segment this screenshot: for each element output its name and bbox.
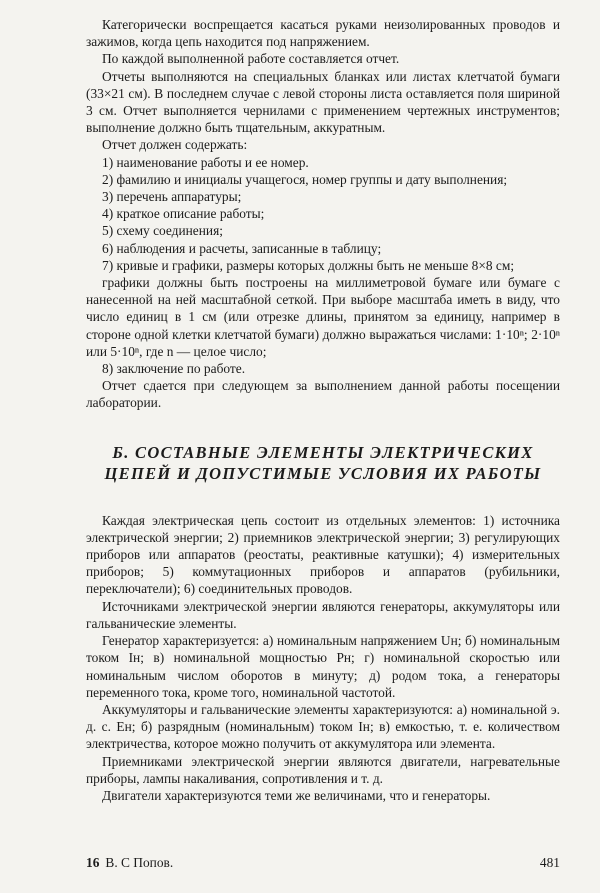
- list-item: 8) заключение по работе.: [102, 361, 246, 377]
- section-title: Б. СОСТАВНЫЕ ЭЛЕМЕНТЫ ЭЛЕКТРИЧЕСКИХ ЦЕПЕЙ И ДОПУСТИМЫЕ УСЛОВИЯ ИХ РАБОТЫ: [104, 442, 542, 483]
- list-item: 1) наименование работы и ее номер.: [102, 154, 309, 170]
- list-item: 7) кривые и графики, размеры которых должны быть не меньше 8×8 см;: [102, 257, 515, 273]
- list-item: 4) краткое описание работы;: [102, 206, 265, 222]
- signature-mark: [86, 855, 173, 871]
- signature-author: В. С Попов.: [105, 855, 174, 870]
- body-paragraph: Аккумуляторы и гальванические элементы характеризуются: а) номинальной э. д. с. Eн; б) разрядным (номинальным) током Iн; в) емкостью, т. е. количеством электричества, которое можно получить от аккумулятора или элемента.: [86, 701, 560, 752]
- body-paragraph: Источниками электрической энергии являются генераторы, аккумуляторы или гальванические элементы.: [86, 598, 560, 631]
- report-contents-heading: Отчет должен содержать:: [102, 137, 248, 153]
- closing-paragraph: Отчет сдается при следующем за выполнением данной работы посещении лаборатории.: [86, 378, 560, 411]
- signature-number: 16: [86, 855, 100, 870]
- list-item: 6) наблюдения и расчеты, записанные в таблицу;: [102, 240, 382, 256]
- body-paragraph: Двигатели характеризуются теми же величинами, что и генераторы.: [102, 787, 491, 803]
- list-item: 2) фамилию и инициалы учащегося, номер группы и дату выполнения;: [102, 171, 508, 187]
- list-item: 3) перечень аппаратуры;: [102, 189, 242, 205]
- safety-paragraph: Категорически воспрещается касаться руками неизолированных проводов и зажимов, когда цепь находится под напряжением.: [86, 17, 560, 50]
- report-format-paragraph: Отчеты выполняются на специальных бланках или листах клетчатой бумаги (33×21 см). В последнем случае с левой стороны листа оставляется поля шириной 3 см. Отчет выполняется чернилами с применением чертежных инструментов; выполнение должно быть тщательным, аккуратным.: [86, 68, 560, 136]
- report-intro-paragraph: По каждой выполненной работе составляется отчет.: [102, 51, 400, 67]
- body-paragraph: Каждая электрическая цепь состоит из отдельных элементов: 1) источника электрической энергии; 2) приемников электрической энергии; 3) регулирующих приборов или аппаратов (реостаты, реактивные катушки); 4) измерительных приборов; 5) коммутационных приборов и аппаратов (рубильники, переключатели); 6) соединительных проводов.: [86, 512, 560, 597]
- page-footer: [86, 855, 560, 871]
- report-items-list: [86, 154, 560, 378]
- page-number: 481: [539, 855, 560, 870]
- body-paragraph: Приемниками электрической энергии являются двигатели, нагревательные приборы, лампы накаливания, сопротивления и т. д.: [86, 753, 560, 786]
- list-item: 5) схему соединения;: [102, 223, 223, 239]
- body-paragraph: Генератор характеризуется: а) номинальным напряжением Uн; б) номинальным током Iн; в) номинальной мощностью Pн; г) номинальной скоростью или номинальным числом оборотов в минуту; д) родом тока, а генераторы переменного тока, кроме того, номинальной частотой.: [86, 633, 560, 700]
- list-item: графики должны быть построены на миллиметровой бумаге или бумаге с нанесенной на ней масштабной сеткой. При выборе масштаба иметь в виду, что число единиц в 1 см (или отрезке длины, принятом за единицу, например в стороне одной клетки клетчатой бумаги) должно выражаться числами: 1·10ⁿ; 2·10ⁿ или 5·10ⁿ, где n — целое число;: [86, 275, 560, 359]
